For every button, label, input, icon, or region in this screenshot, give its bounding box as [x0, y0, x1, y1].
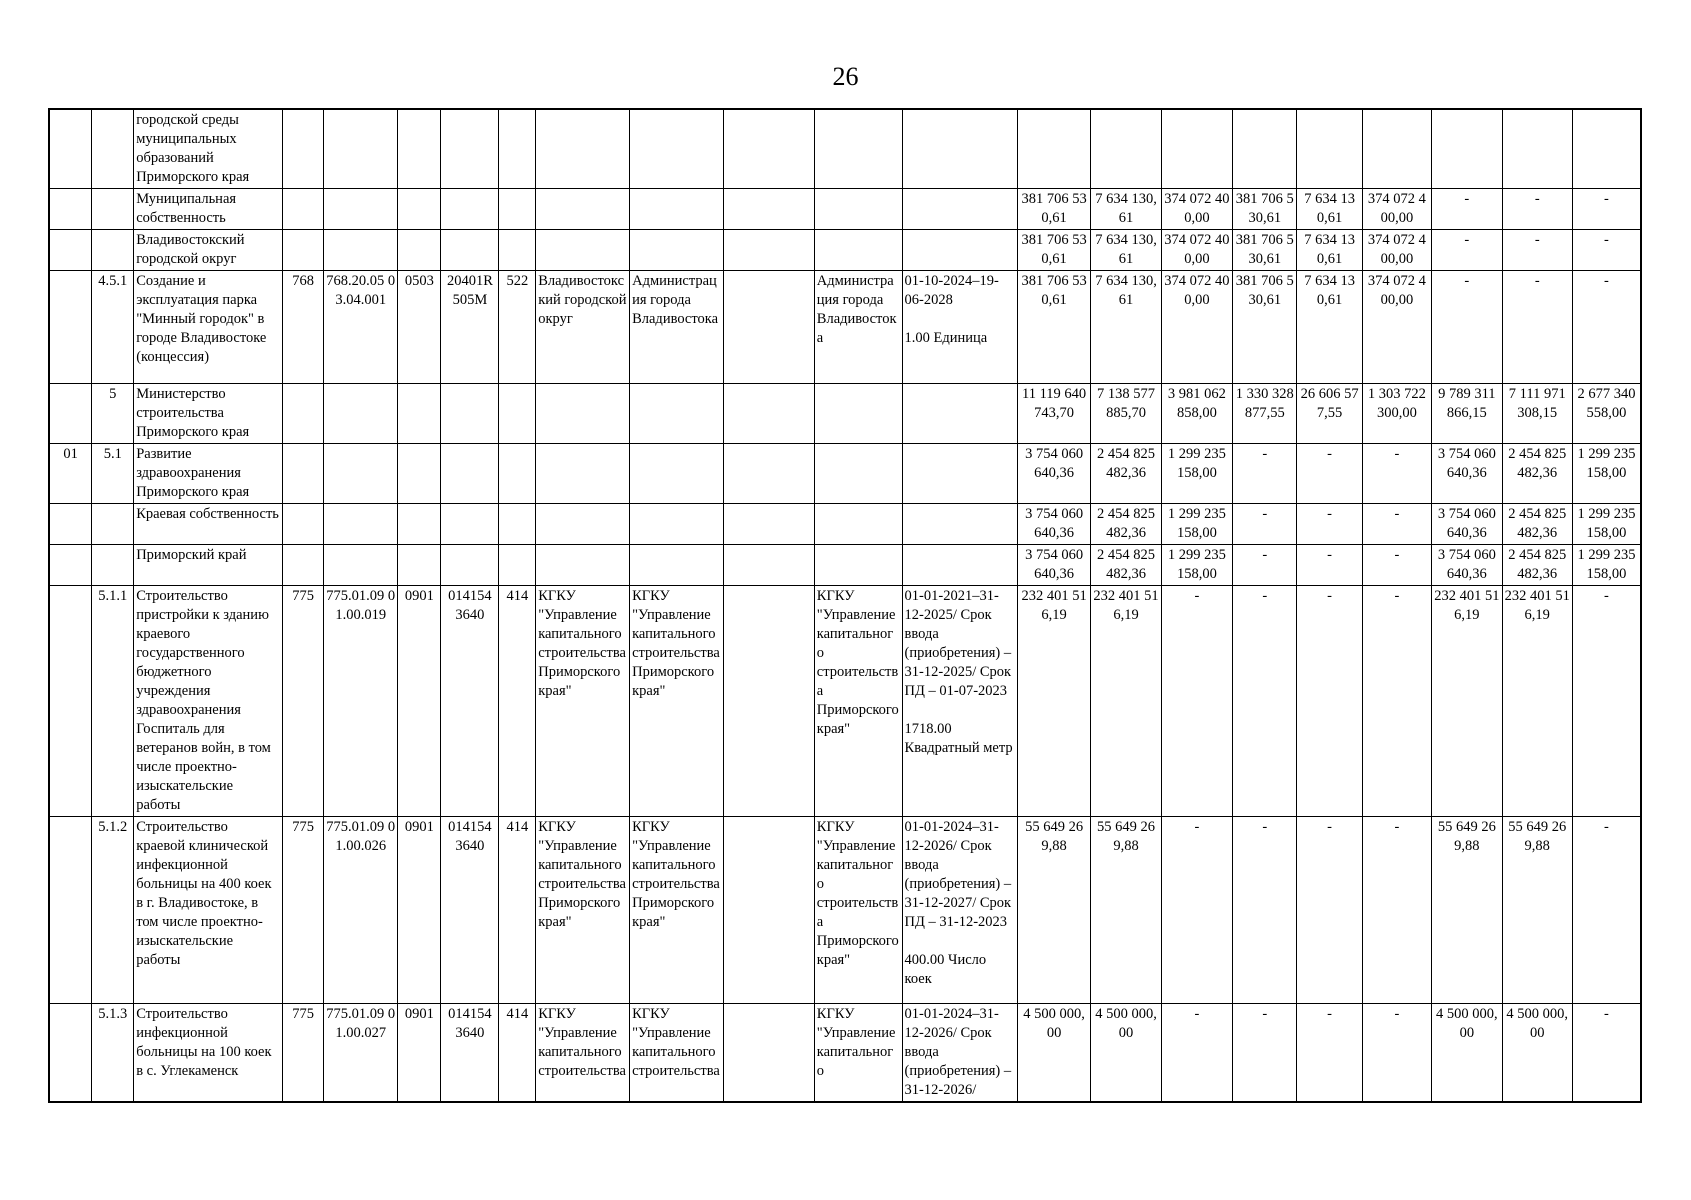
- cell-municipal-prior: 7 634 130,61: [1297, 189, 1362, 230]
- cell-executor: КГКУ "Управление капитального: [814, 1004, 902, 1103]
- cell-municipal-prior: -: [1297, 504, 1362, 545]
- cell-dates-capacity: [902, 384, 1017, 444]
- cell-executor: [814, 444, 902, 504]
- cell-executor: [814, 384, 902, 444]
- table-row: [49, 586, 1641, 817]
- cell-executor: КГКУ "Управление капитального строительства Приморского края": [814, 586, 902, 817]
- cell-program-code: [323, 384, 397, 444]
- cell-total-current: 1 299 235 158,00: [1161, 444, 1232, 504]
- cell-customer: [630, 545, 724, 586]
- cell-row-number: [49, 1004, 92, 1103]
- page-number: 26: [832, 62, 859, 91]
- cell-row-number: [49, 545, 92, 586]
- cell-total-all: 3 754 060 640,36: [1017, 444, 1090, 504]
- cell-municipality: КГКУ "Управление капитального строительства: [536, 1004, 630, 1103]
- cell-municipal-all: -: [1233, 504, 1297, 545]
- cell-regional-current: [1572, 109, 1641, 189]
- cell-total-prior: 4 500 000,00: [1091, 1004, 1161, 1103]
- cell-developer: [723, 586, 814, 817]
- cell-target-code: 014154 3640: [441, 817, 499, 1004]
- cell-row-number: [49, 271, 92, 384]
- cell-item-name: Строительство инфекционной больницы на 100 коек в с. Углекаменск: [134, 1004, 283, 1103]
- cell-item-name: Создание и эксплуатация парка "Минный городок" в городе Владивостоке (концессия): [134, 271, 283, 384]
- cell-regional-all: 4 500 000,00: [1432, 1004, 1502, 1103]
- cell-admin-code: [283, 230, 324, 271]
- cell-regional-prior: [1502, 109, 1572, 189]
- cell-item-code: 5.1.2: [92, 817, 134, 1004]
- cell-regional-current: -: [1572, 271, 1641, 384]
- cell-regional-prior: -: [1502, 271, 1572, 384]
- cell-total-current: 3 981 062 858,00: [1161, 384, 1232, 444]
- cell-regional-current: -: [1572, 817, 1641, 1004]
- cell-customer: КГКУ "Управление капитального строительства Приморского края": [630, 586, 724, 817]
- cell-regional-current: -: [1572, 230, 1641, 271]
- cell-item-code: 4.5.1: [92, 271, 134, 384]
- cell-total-prior: 7 634 130,61: [1091, 230, 1161, 271]
- cell-admin-code: 775: [283, 586, 324, 817]
- cell-total-all: 232 401 516,19: [1017, 586, 1090, 817]
- cell-total-prior: [1091, 109, 1161, 189]
- cell-customer: Администрация города Владивостока: [630, 271, 724, 384]
- cell-admin-code: [283, 189, 324, 230]
- cell-item-name: Краевая собственность: [134, 504, 283, 545]
- cell-developer: [723, 1004, 814, 1103]
- cell-municipal-current: -: [1362, 586, 1431, 817]
- cell-executor: [814, 545, 902, 586]
- cell-dates-capacity: [902, 504, 1017, 545]
- cell-total-prior: 2 454 825 482,36: [1091, 504, 1161, 545]
- cell-dates-capacity: [902, 545, 1017, 586]
- cell-total-prior: 232 401 516,19: [1091, 586, 1161, 817]
- cell-customer: [630, 230, 724, 271]
- table-row: [49, 230, 1641, 271]
- cell-dates-capacity: 01-01-2024–31-12-2026/ Срок ввода (приобретения) – 31-12-2026/: [902, 1004, 1017, 1103]
- cell-target-code: [441, 109, 499, 189]
- cell-item-code: [92, 230, 134, 271]
- cell-municipality: [536, 444, 630, 504]
- cell-expense-type: [499, 189, 536, 230]
- cell-program-code: [323, 109, 397, 189]
- cell-municipality: КГКУ "Управление капитального строительства Приморского края": [536, 586, 630, 817]
- cell-program-code: [323, 189, 397, 230]
- cell-executor: [814, 189, 902, 230]
- cell-municipal-current: 374 072 400,00: [1362, 189, 1431, 230]
- cell-admin-code: [283, 384, 324, 444]
- cell-admin-code: [283, 504, 324, 545]
- table-row: [49, 817, 1641, 1004]
- cell-item-code: 5.1: [92, 444, 134, 504]
- cell-municipal-prior: 26 606 577,55: [1297, 384, 1362, 444]
- cell-program-code: 775.01.09 01.00.026: [323, 817, 397, 1004]
- cell-municipal-all: -: [1233, 444, 1297, 504]
- cell-municipal-current: -: [1362, 545, 1431, 586]
- cell-expense-type: 414: [499, 586, 536, 817]
- cell-item-code: 5.1.1: [92, 586, 134, 817]
- cell-regional-current: -: [1572, 1004, 1641, 1103]
- cell-dates-capacity: [902, 444, 1017, 504]
- cell-regional-current: 1 299 235 158,00: [1572, 504, 1641, 545]
- cell-target-code: 20401R 505M: [441, 271, 499, 384]
- cell-regional-current: -: [1572, 189, 1641, 230]
- cell-dates-capacity: [902, 189, 1017, 230]
- cell-municipal-all: -: [1233, 586, 1297, 817]
- cell-item-code: [92, 189, 134, 230]
- cell-total-all: 381 706 530,61: [1017, 271, 1090, 384]
- cell-municipal-current: -: [1362, 817, 1431, 1004]
- cell-item-name: Развитие здравоохранения Приморского края: [134, 444, 283, 504]
- cell-item-code: [92, 109, 134, 189]
- cell-regional-all: 232 401 516,19: [1432, 586, 1502, 817]
- cell-regional-all: -: [1432, 189, 1502, 230]
- cell-regional-current: 1 299 235 158,00: [1572, 444, 1641, 504]
- cell-expense-type: [499, 230, 536, 271]
- table-row: [49, 444, 1641, 504]
- cell-item-code: [92, 504, 134, 545]
- cell-regional-prior: 2 454 825 482,36: [1502, 545, 1572, 586]
- cell-developer: [723, 444, 814, 504]
- cell-municipality: Владивостокский городской округ: [536, 271, 630, 384]
- cell-customer: [630, 444, 724, 504]
- cell-municipal-prior: 7 634 130,61: [1297, 271, 1362, 384]
- cell-total-current: 374 072 400,00: [1161, 230, 1232, 271]
- cell-expense-type: [499, 109, 536, 189]
- cell-total-current: 374 072 400,00: [1161, 271, 1232, 384]
- cell-expense-type: [499, 384, 536, 444]
- cell-section-code: 0901: [398, 586, 441, 817]
- cell-municipality: КГКУ "Управление капитального строительства Приморского края": [536, 817, 630, 1004]
- cell-admin-code: 768: [283, 271, 324, 384]
- cell-developer: [723, 271, 814, 384]
- cell-target-code: 014154 3640: [441, 1004, 499, 1103]
- cell-expense-type: [499, 444, 536, 504]
- cell-total-prior: 7 138 577 885,70: [1091, 384, 1161, 444]
- table-row: [49, 189, 1641, 230]
- cell-municipality: [536, 189, 630, 230]
- cell-target-code: 014154 3640: [441, 586, 499, 817]
- cell-municipal-current: -: [1362, 444, 1431, 504]
- cell-item-code: 5.1.3: [92, 1004, 134, 1103]
- cell-total-all: [1017, 109, 1090, 189]
- cell-item-name: Строительство пристройки к зданию краевого государственного бюджетного учреждения здравоохранения Госпиталь для ветеранов войн, в том числе проектно-изыскательские работы: [134, 586, 283, 817]
- cell-regional-all: 3 754 060 640,36: [1432, 504, 1502, 545]
- cell-total-all: 11 119 640 743,70: [1017, 384, 1090, 444]
- cell-admin-code: [283, 444, 324, 504]
- cell-admin-code: [283, 545, 324, 586]
- cell-developer: [723, 504, 814, 545]
- cell-section-code: [398, 444, 441, 504]
- cell-section-code: [398, 504, 441, 545]
- cell-target-code: [441, 230, 499, 271]
- cell-regional-all: 3 754 060 640,36: [1432, 444, 1502, 504]
- cell-row-number: [49, 189, 92, 230]
- cell-municipality: [536, 545, 630, 586]
- cell-admin-code: 775: [283, 1004, 324, 1103]
- cell-item-code: [92, 545, 134, 586]
- cell-municipal-prior: -: [1297, 545, 1362, 586]
- cell-total-current: -: [1161, 1004, 1232, 1103]
- cell-regional-current: 1 299 235 158,00: [1572, 545, 1641, 586]
- cell-row-number: [49, 817, 92, 1004]
- cell-dates-capacity: [902, 109, 1017, 189]
- cell-row-number: [49, 504, 92, 545]
- cell-total-prior: 55 649 269,88: [1091, 817, 1161, 1004]
- cell-program-code: [323, 444, 397, 504]
- cell-municipal-all: -: [1233, 817, 1297, 1004]
- cell-municipal-prior: -: [1297, 586, 1362, 817]
- cell-municipal-prior: -: [1297, 817, 1362, 1004]
- cell-municipal-all: 381 706 530,61: [1233, 189, 1297, 230]
- cell-total-all: 3 754 060 640,36: [1017, 545, 1090, 586]
- budget-table: [48, 108, 1642, 1103]
- cell-row-number: 01: [49, 444, 92, 504]
- cell-total-prior: 2 454 825 482,36: [1091, 545, 1161, 586]
- cell-total-all: 55 649 269,88: [1017, 817, 1090, 1004]
- table-row: [49, 384, 1641, 444]
- cell-expense-type: [499, 545, 536, 586]
- cell-program-code: [323, 504, 397, 545]
- cell-municipal-prior: [1297, 109, 1362, 189]
- cell-dates-capacity: 01-10-2024–19-06-2028 1.00 Единица: [902, 271, 1017, 384]
- cell-executor: [814, 109, 902, 189]
- cell-customer: [630, 384, 724, 444]
- cell-regional-prior: -: [1502, 230, 1572, 271]
- cell-municipal-current: 1 303 722 300,00: [1362, 384, 1431, 444]
- table-row: [49, 545, 1641, 586]
- cell-developer: [723, 545, 814, 586]
- cell-customer: [630, 504, 724, 545]
- cell-target-code: [441, 384, 499, 444]
- cell-section-code: [398, 230, 441, 271]
- cell-municipal-prior: -: [1297, 444, 1362, 504]
- cell-program-code: 775.01.09 01.00.019: [323, 586, 397, 817]
- cell-total-all: 381 706 530,61: [1017, 230, 1090, 271]
- cell-program-code: [323, 230, 397, 271]
- table-row: [49, 504, 1641, 545]
- cell-regional-prior: 4 500 000,00: [1502, 1004, 1572, 1103]
- cell-total-current: 374 072 400,00: [1161, 189, 1232, 230]
- cell-municipality: [536, 230, 630, 271]
- table-row: [49, 1004, 1641, 1103]
- cell-developer: [723, 109, 814, 189]
- cell-item-name: Строительство краевой клинической инфекционной больницы на 400 коек в г. Владивостоке, в том числе проектно-изыскательские работы: [134, 817, 283, 1004]
- cell-section-code: 0901: [398, 1004, 441, 1103]
- cell-row-number: [49, 384, 92, 444]
- cell-developer: [723, 230, 814, 271]
- cell-developer: [723, 189, 814, 230]
- cell-regional-prior: 232 401 516,19: [1502, 586, 1572, 817]
- cell-program-code: 775.01.09 01.00.027: [323, 1004, 397, 1103]
- cell-item-name: Владивостокский городской округ: [134, 230, 283, 271]
- cell-executor: [814, 230, 902, 271]
- cell-regional-all: [1432, 109, 1502, 189]
- cell-target-code: [441, 545, 499, 586]
- cell-item-name: Приморский край: [134, 545, 283, 586]
- cell-regional-all: -: [1432, 271, 1502, 384]
- cell-expense-type: 414: [499, 1004, 536, 1103]
- cell-municipal-current: [1362, 109, 1431, 189]
- cell-admin-code: [283, 109, 324, 189]
- cell-total-all: 381 706 530,61: [1017, 189, 1090, 230]
- cell-regional-current: 2 677 340 558,00: [1572, 384, 1641, 444]
- cell-dates-capacity: 01-01-2024–31-12-2026/ Срок ввода (приобретения) – 31-12-2027/ Срок ПД – 31-12-2023 400.00 Число коек: [902, 817, 1017, 1004]
- cell-section-code: [398, 384, 441, 444]
- cell-regional-all: 3 754 060 640,36: [1432, 545, 1502, 586]
- cell-total-prior: 7 634 130,61: [1091, 189, 1161, 230]
- cell-regional-all: 55 649 269,88: [1432, 817, 1502, 1004]
- cell-section-code: [398, 189, 441, 230]
- cell-item-name: городской среды муниципальных образований Приморского края: [134, 109, 283, 189]
- cell-dates-capacity: 01-01-2021–31-12-2025/ Срок ввода (приобретения) – 31-12-2025/ Срок ПД – 01-07-2023 1718.00 Квадратный метр: [902, 586, 1017, 817]
- cell-customer: КГКУ "Управление капитального строительства Приморского края": [630, 817, 724, 1004]
- cell-target-code: [441, 444, 499, 504]
- cell-row-number: [49, 109, 92, 189]
- cell-total-all: 3 754 060 640,36: [1017, 504, 1090, 545]
- cell-regional-prior: -: [1502, 189, 1572, 230]
- cell-municipality: [536, 384, 630, 444]
- cell-regional-current: -: [1572, 586, 1641, 817]
- cell-section-code: 0503: [398, 271, 441, 384]
- cell-executor: Администрация города Владивостока: [814, 271, 902, 384]
- cell-customer: [630, 189, 724, 230]
- cell-total-all: 4 500 000,00: [1017, 1004, 1090, 1103]
- table-row: [49, 109, 1641, 189]
- cell-total-current: 1 299 235 158,00: [1161, 504, 1232, 545]
- cell-section-code: 0901: [398, 817, 441, 1004]
- cell-expense-type: [499, 504, 536, 545]
- cell-municipal-prior: 7 634 130,61: [1297, 230, 1362, 271]
- cell-total-current: [1161, 109, 1232, 189]
- cell-regional-all: -: [1432, 230, 1502, 271]
- cell-regional-prior: 55 649 269,88: [1502, 817, 1572, 1004]
- cell-row-number: [49, 586, 92, 817]
- cell-municipality: [536, 504, 630, 545]
- cell-regional-all: 9 789 311 866,15: [1432, 384, 1502, 444]
- cell-municipal-all: [1233, 109, 1297, 189]
- cell-regional-prior: 2 454 825 482,36: [1502, 444, 1572, 504]
- cell-target-code: [441, 189, 499, 230]
- cell-item-name: Муниципальная собственность: [134, 189, 283, 230]
- cell-municipal-all: 1 330 328 877,55: [1233, 384, 1297, 444]
- cell-customer: [630, 109, 724, 189]
- cell-dates-capacity: [902, 230, 1017, 271]
- cell-total-current: -: [1161, 817, 1232, 1004]
- cell-item-code: 5: [92, 384, 134, 444]
- cell-municipal-current: -: [1362, 1004, 1431, 1103]
- cell-item-name: Министерство строительства Приморского края: [134, 384, 283, 444]
- cell-expense-type: 414: [499, 817, 536, 1004]
- cell-municipal-all: -: [1233, 1004, 1297, 1103]
- cell-municipal-current: 374 072 400,00: [1362, 230, 1431, 271]
- cell-municipal-all: 381 706 530,61: [1233, 271, 1297, 384]
- cell-municipal-all: -: [1233, 545, 1297, 586]
- cell-section-code: [398, 545, 441, 586]
- cell-executor: КГКУ "Управление капитального строительства Приморского края": [814, 817, 902, 1004]
- cell-total-current: -: [1161, 586, 1232, 817]
- cell-section-code: [398, 109, 441, 189]
- cell-regional-prior: 7 111 971 308,15: [1502, 384, 1572, 444]
- cell-expense-type: 522: [499, 271, 536, 384]
- cell-developer: [723, 384, 814, 444]
- cell-program-code: 768.20.05 03.04.001: [323, 271, 397, 384]
- cell-program-code: [323, 545, 397, 586]
- cell-municipality: [536, 109, 630, 189]
- cell-customer: КГКУ "Управление капитального строительства: [630, 1004, 724, 1103]
- cell-municipal-prior: -: [1297, 1004, 1362, 1103]
- cell-row-number: [49, 230, 92, 271]
- cell-developer: [723, 817, 814, 1004]
- cell-municipal-all: 381 706 530,61: [1233, 230, 1297, 271]
- cell-executor: [814, 504, 902, 545]
- cell-total-current: 1 299 235 158,00: [1161, 545, 1232, 586]
- cell-municipal-current: -: [1362, 504, 1431, 545]
- cell-admin-code: 775: [283, 817, 324, 1004]
- cell-total-prior: 7 634 130,61: [1091, 271, 1161, 384]
- cell-total-prior: 2 454 825 482,36: [1091, 444, 1161, 504]
- cell-municipal-current: 374 072 400,00: [1362, 271, 1431, 384]
- table-row: [49, 271, 1641, 384]
- cell-target-code: [441, 504, 499, 545]
- cell-regional-prior: 2 454 825 482,36: [1502, 504, 1572, 545]
